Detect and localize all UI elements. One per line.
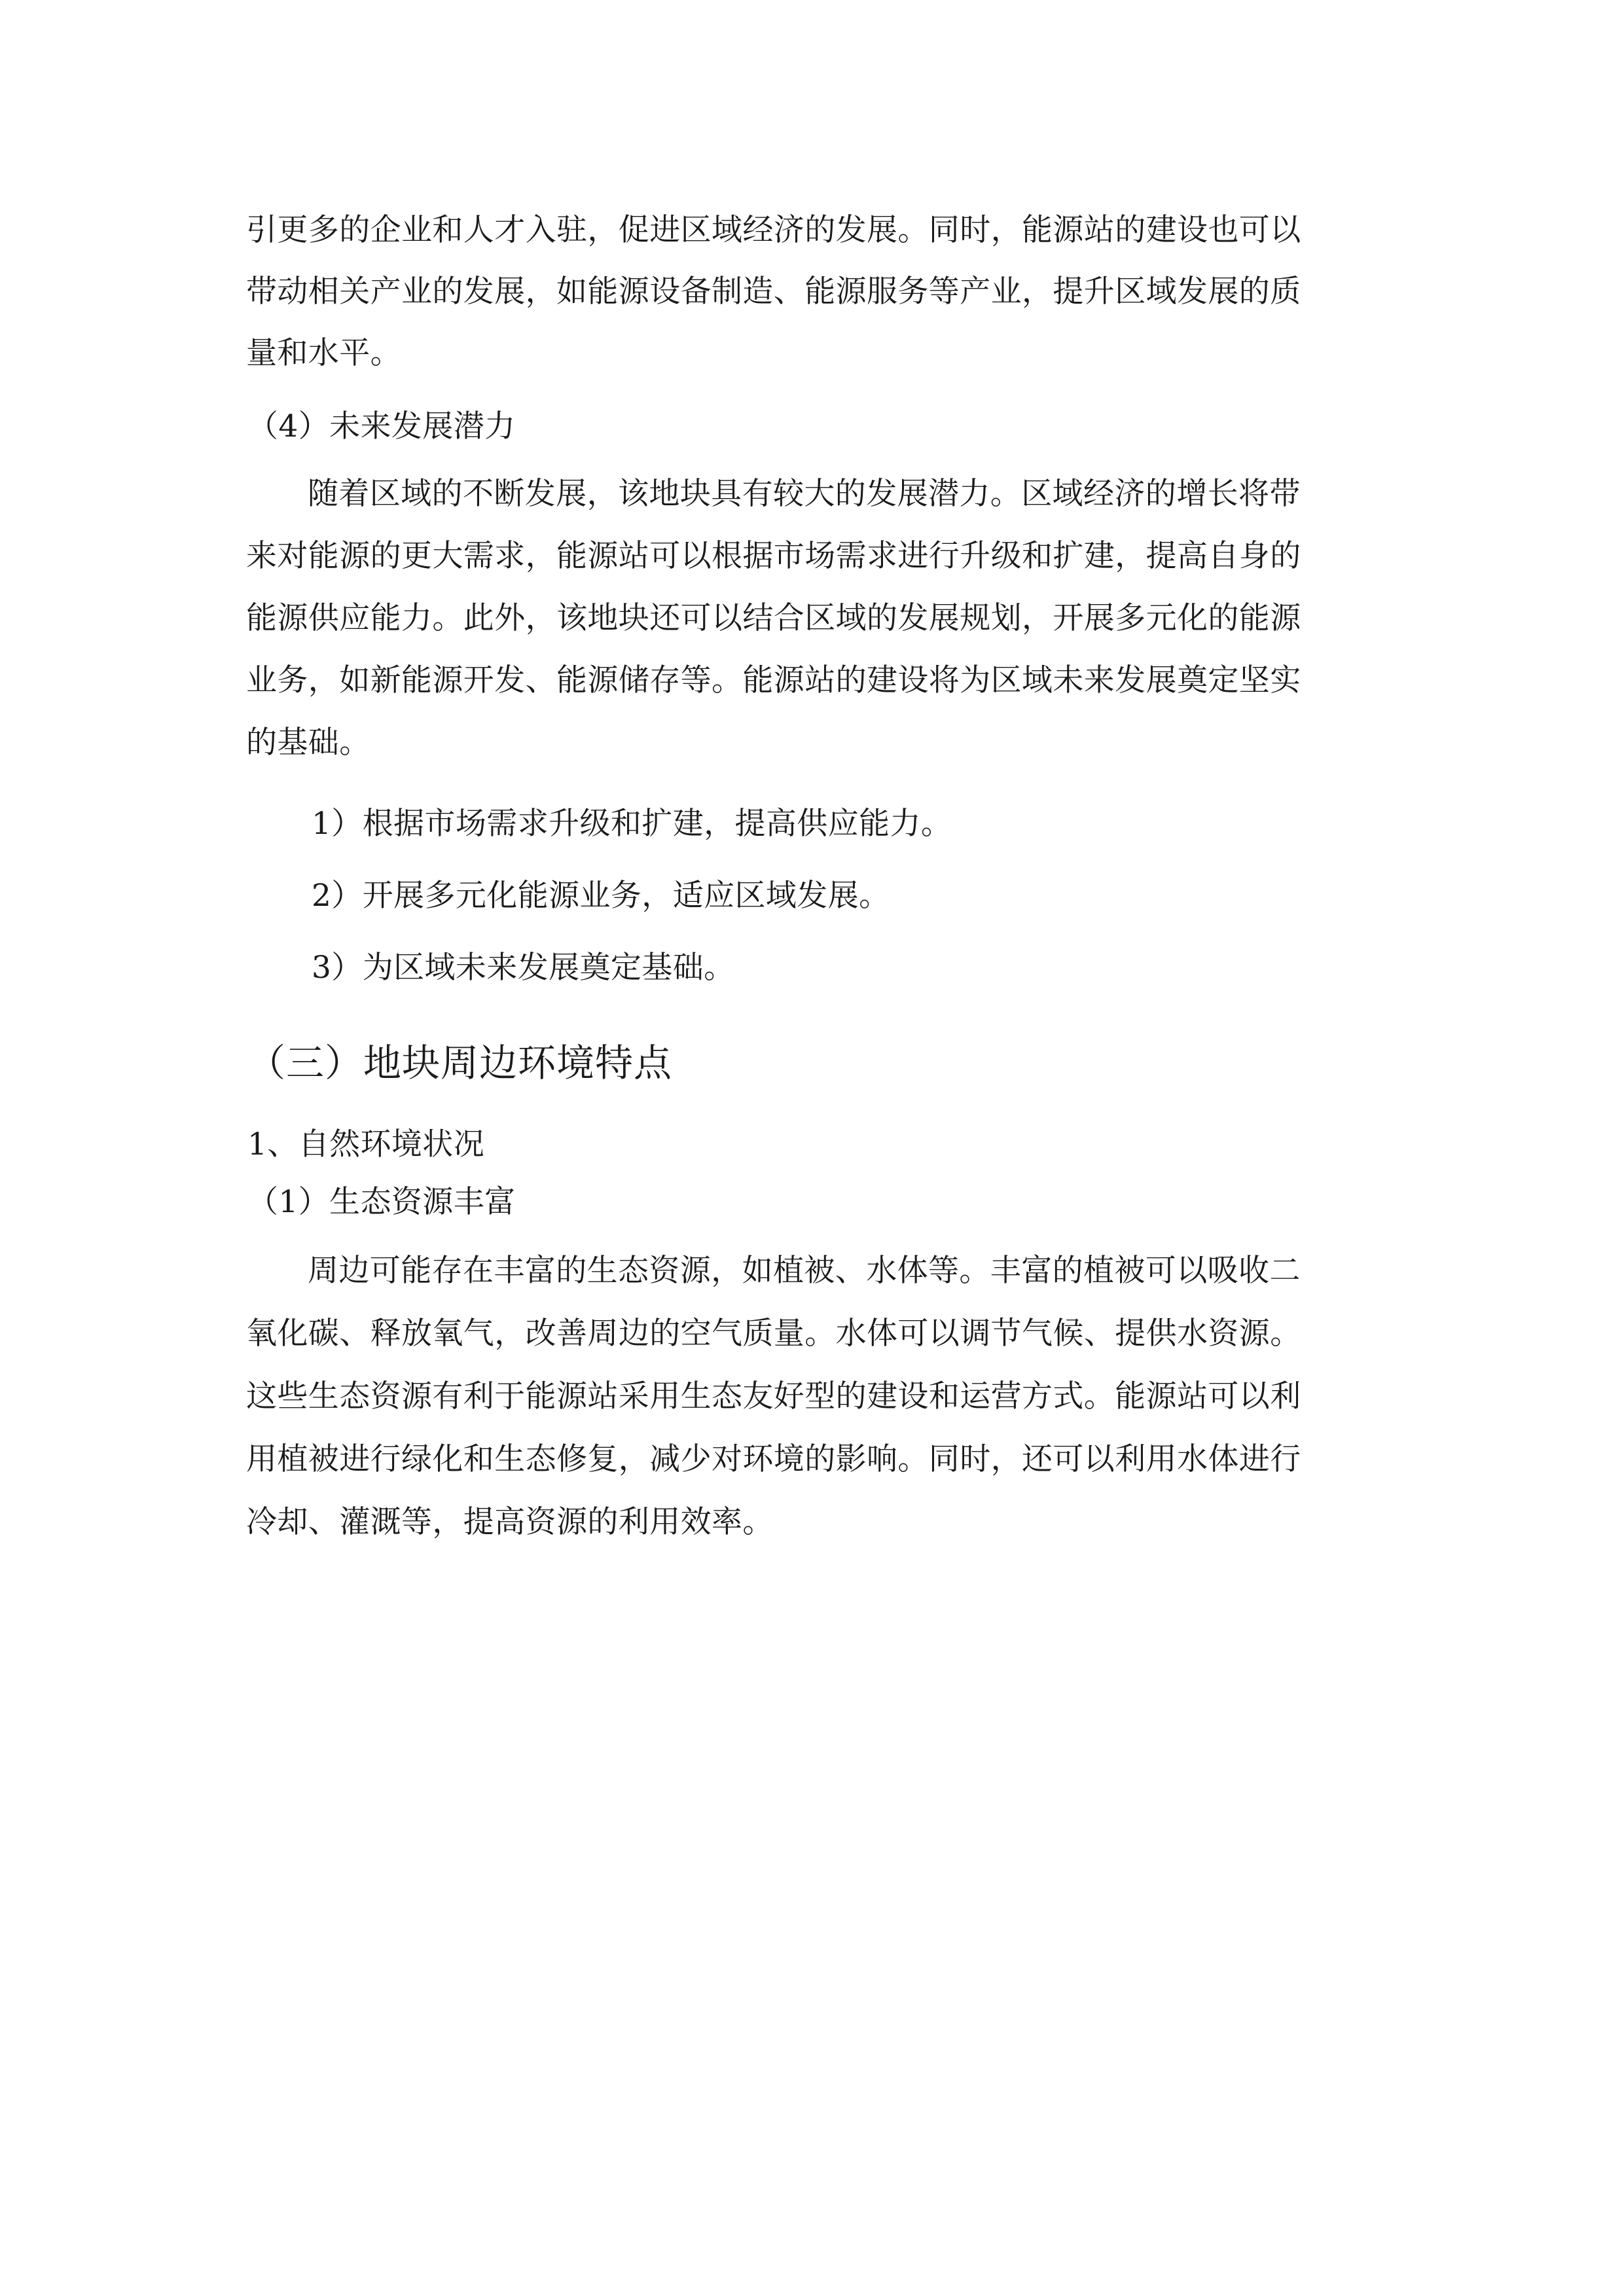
para-potential-line-2: 来对能源的更大需求，能源站可以根据市场需求进行升级和扩建，提高自身的 [246,538,1301,574]
para-potential-line-4: 业务，如新能源开发、能源储存等。能源站的建设将为区域未来发展奠定坚实 [246,662,1301,698]
subsection-1-title: （1）生态资源丰富 [247,1184,516,1220]
list-item: 1）根据市场需求升级和扩建，提高供应能力。 [312,806,952,842]
para-intro-line-1: 引更多的企业和人才入驻，促进区域经济的发展。同时，能源站的建设也可以 [246,212,1301,248]
para-ecology-line-4: 用植被进行绿化和生态修复，减少对环境的影响。同时，还可以利用水体进行 [246,1441,1301,1477]
subsection-4-title: （4）未来发展潜力 [247,408,516,444]
list-item: 2）开展多元化能源业务，适应区域发展。 [312,878,890,914]
para-ecology-line-5: 冷却、灌溉等，提高资源的利用效率。 [246,1504,774,1540]
list-item: 3）为区域未来发展奠定基础。 [312,950,735,986]
para-potential-line-5: 的基础。 [246,725,370,761]
para-intro-line-3: 量和水平。 [246,335,401,371]
para-intro-line-2: 带动相关产业的发展，如能源设备制造、能源服务等产业，提升区域发展的质 [246,274,1301,310]
section-3-heading: （三）地块周边环境特点 [247,1041,673,1085]
para-potential-line-1: 随着区域的不断发展，该地块具有较大的发展潜力。区域经济的增长将带 [308,476,1301,512]
para-ecology-line-2: 氧化碳、释放氧气，改善周边的空气质量。水体可以调节气候、提供水资源。 [246,1316,1301,1352]
para-ecology-line-3: 这些生态资源有利于能源站采用生态友好型的建设和运营方式。能源站可以利 [246,1378,1301,1414]
para-potential-line-3: 能源供应能力。此外，该地块还可以结合区域的发展规划，开展多元化的能源 [246,600,1301,636]
item-1-title: 1、自然环境状况 [247,1126,485,1162]
para-ecology-line-1: 周边可能存在丰富的生态资源，如植被、水体等。丰富的植被可以吸收二 [308,1253,1301,1289]
